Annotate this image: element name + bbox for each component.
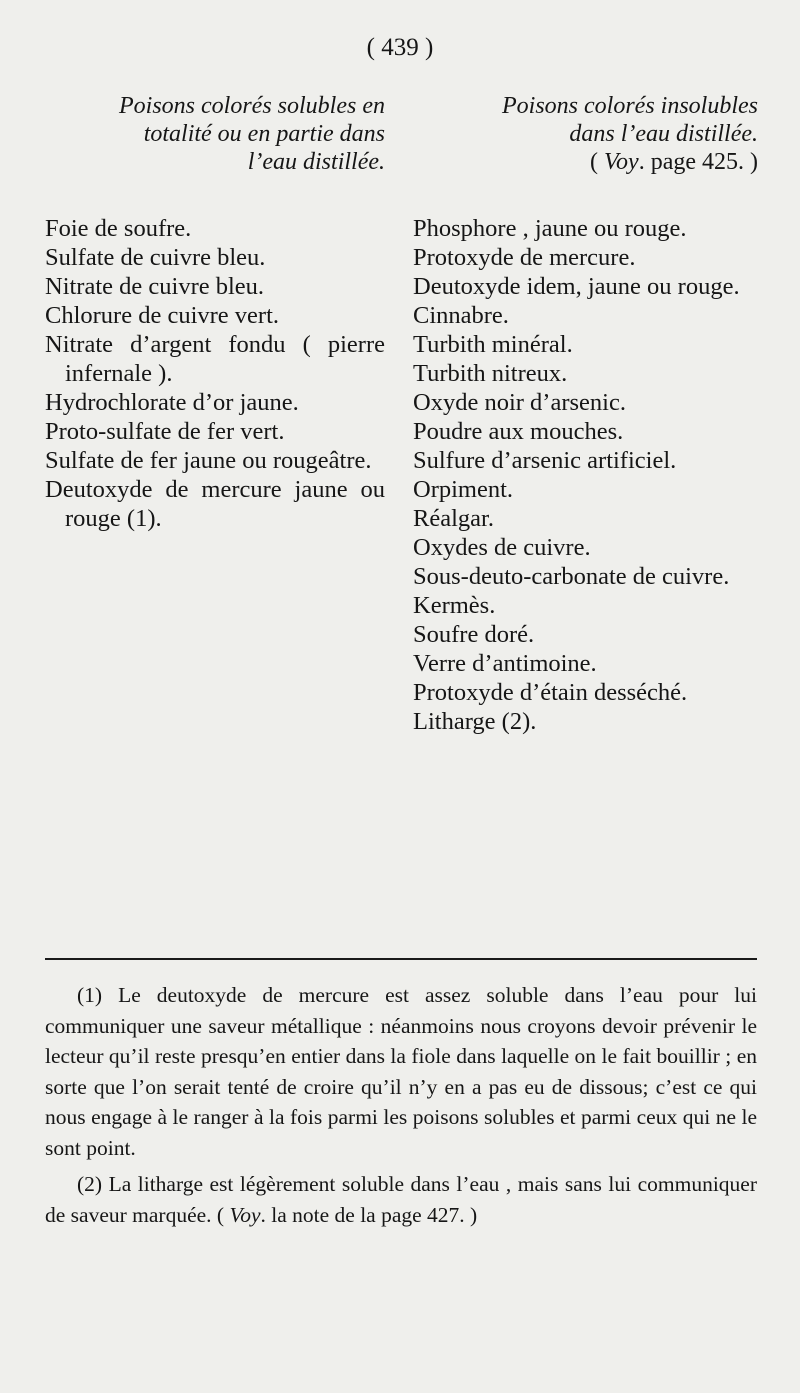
insoluble-poisons-heading: [413, 92, 758, 180]
list-item: Litharge (2).: [413, 708, 537, 735]
heading-line: dans l’eau distillée.: [569, 121, 758, 147]
footnote-2-end: . la note de la page 427. ): [260, 1202, 478, 1227]
reference-open: (: [590, 149, 605, 175]
list-item: Phosphore , jaune ou rouge.: [413, 215, 687, 242]
reference-rest: . page 425. ): [638, 149, 758, 175]
footnotes: [45, 980, 757, 1236]
insoluble-poisons-list: [413, 214, 758, 736]
footnote-divider: [45, 958, 757, 960]
list-item: Chlorure de cuivre vert.: [45, 302, 280, 329]
heading-line: l’eau distillée.: [247, 149, 385, 175]
heading-line: totalité ou en partie dans: [143, 121, 385, 147]
soluble-poisons-list: [45, 214, 385, 533]
list-item: Poudre aux mouches.: [413, 418, 624, 445]
list-item: Foie de soufre.: [45, 215, 192, 242]
list-item: Nitrate d’argent fondu ( pierre infernale ).: [45, 331, 385, 387]
list-item: Sulfate de cuivre bleu.: [45, 244, 266, 271]
list-item: Réalgar.: [413, 505, 494, 532]
list-item: Sous-deuto-carbonate de cuivre.: [413, 563, 730, 590]
heading-line: Poisons colorés insolubles: [502, 93, 758, 119]
footnote-1: (1) Le deutoxyde de mercure est assez soluble dans l’eau pour lui communiquer une saveur métallique : néanmoins nous croyons devoir prévenir le lecteur qu’il reste presqu’en entier dans la fiole dans laquelle on le fait bouillir ; en sorte que l’on serait tenté de croire qu’il n’y en a pas eu de dissous; c’est ce qui nous engage à le ranger à la fois parmi les poisons solubles et parmi ceux qui ne le sont point.: [45, 983, 757, 1160]
soluble-poisons-column: [45, 92, 385, 533]
heading-line: Poisons colorés solubles en: [119, 93, 385, 119]
list-item: Protoxyde d’étain desséché.: [413, 679, 688, 706]
list-item: Protoxyde de mercure.: [413, 244, 636, 271]
list-item: Turbith minéral.: [413, 331, 573, 358]
list-item: Kermès.: [413, 592, 496, 619]
list-item: Oxyde noir d’arsenic.: [413, 389, 626, 416]
soluble-poisons-heading: [45, 92, 385, 180]
footnote-2-start: (2) La litharge est légèrement soluble dans l’eau , mais sans lui communiquer de saveur marquée. (: [45, 1172, 757, 1227]
list-item: Nitrate de cuivre bleu.: [45, 273, 265, 300]
list-item: Proto-sulfate de fer vert.: [45, 418, 285, 445]
list-item: Hydrochlorate d’or jaune.: [45, 389, 299, 416]
footnote-2-voy: Voy: [229, 1202, 261, 1227]
list-item: Verre d’antimoine.: [413, 650, 597, 677]
reference-voy: Voy: [604, 149, 639, 175]
list-item: Orpiment.: [413, 476, 514, 503]
list-item: Sulfure d’arsenic artificiel.: [413, 447, 677, 474]
insoluble-poisons-column: [413, 92, 758, 736]
list-item: Cinnabre.: [413, 302, 509, 329]
heading-page-reference: [413, 148, 758, 176]
list-item: Soufre doré.: [413, 621, 535, 648]
list-item: Oxydes de cuivre.: [413, 534, 591, 561]
footnote-2: [45, 1169, 757, 1230]
page-number: ( 439 ): [366, 34, 434, 61]
list-item: Sulfate de fer jaune ou rougeâtre.: [45, 447, 372, 474]
list-item: Deutoxyde idem, jaune ou rouge.: [413, 273, 740, 300]
list-item: Deutoxyde de mercure jaune ou rouge (1).: [45, 476, 385, 532]
list-item: Turbith nitreux.: [413, 360, 568, 387]
